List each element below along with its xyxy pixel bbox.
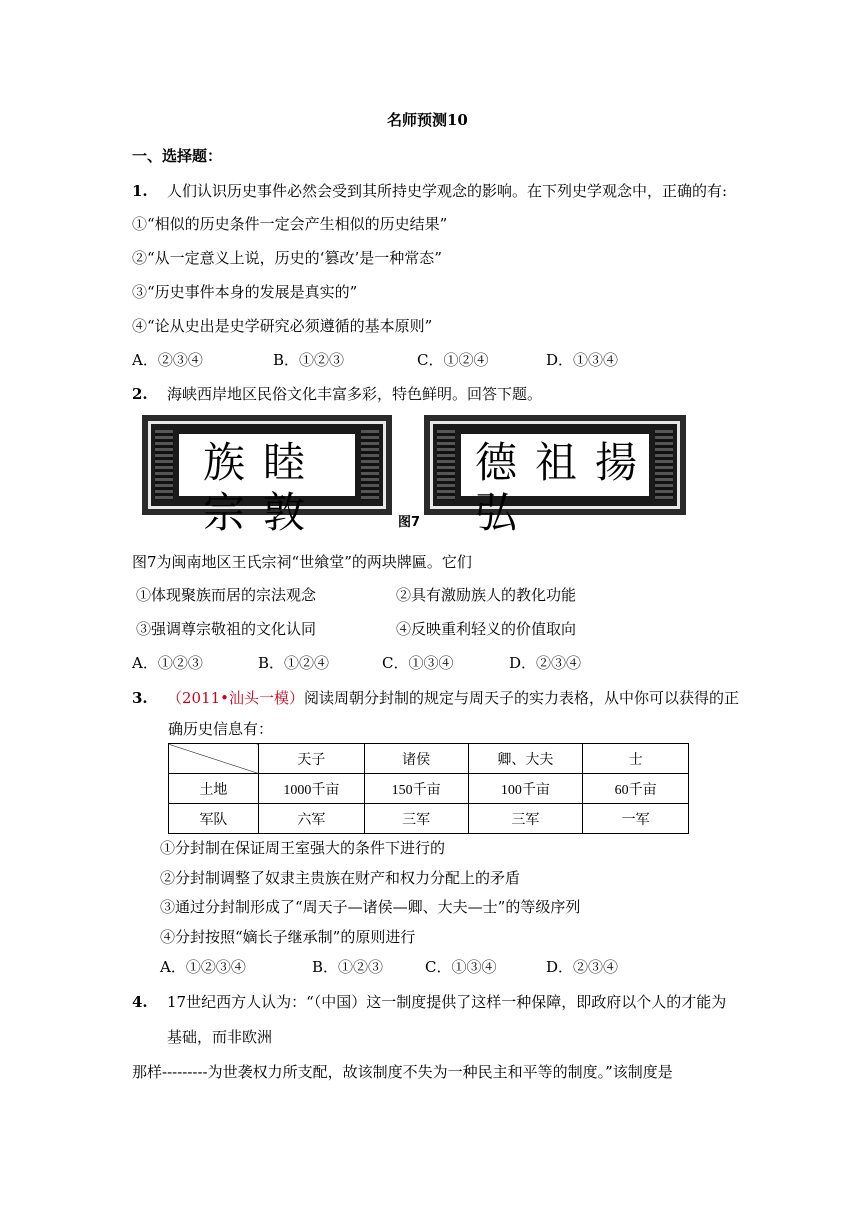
q2-caption: 图7为闽南地区王氏宗祠“世飨堂”的两块牌匾。它们	[132, 553, 472, 571]
q3-option-c: C．①③④	[425, 958, 497, 976]
q2-option-c: C．①③④	[382, 654, 454, 672]
q1-option-b: B．①②③	[273, 351, 345, 369]
table-cell: 六军	[258, 804, 364, 834]
q3-option-d: D．②③④	[546, 958, 619, 976]
plaque-right-border-decoration	[437, 430, 455, 500]
plaque-left-text: 族睦宗敦	[203, 438, 324, 537]
q1-option-d: D．①③④	[546, 351, 619, 369]
table-header-cell: 士	[583, 744, 689, 774]
q3-source: （2011•汕头一模）	[167, 689, 305, 707]
table-corner-cell	[169, 744, 259, 774]
q2-item: ④反映重利轻义的价值取向	[396, 620, 577, 638]
q1-number: 1.	[132, 182, 148, 200]
q1-option-c: C．①②④	[417, 351, 489, 369]
table-cell: 150千亩	[364, 774, 468, 804]
q3-number: 3.	[132, 689, 148, 707]
table-cell: 100千亩	[468, 774, 583, 804]
feudal-table	[168, 743, 689, 834]
table-header-cell: 卿、大夫	[468, 744, 583, 774]
table-row	[169, 774, 689, 804]
q4-line: 基础，而非欧洲	[167, 1028, 273, 1046]
table-cell: 军队	[169, 804, 259, 834]
table-cell: 三军	[468, 804, 583, 834]
q3-option-a: A．①②③④	[160, 958, 246, 976]
q1-item: ②“从一定意义上说，历史的‘篡改’是一种常态”	[132, 249, 442, 267]
q3-item: ③通过分封制形成了“周天子—诸侯—卿、大夫—士”的等级序列	[160, 898, 581, 916]
q2-option-d: D．②③④	[509, 654, 582, 672]
section-heading: 一、选择题：	[132, 147, 223, 165]
plaque-left-border-decoration	[155, 430, 173, 500]
table-row	[169, 804, 689, 834]
q3-stem-text: 阅读周朝分封制的规定与周天子的实力表格，从中你可以获得的正	[304, 689, 740, 707]
figure-label: 图7	[398, 515, 421, 530]
q3-item: ②分封制调整了奴隶主贵族在财产和权力分配上的矛盾	[160, 869, 521, 887]
table-header-cell: 天子	[258, 744, 364, 774]
q2-number: 2.	[132, 385, 148, 403]
q2-option-b: B．①②④	[258, 654, 330, 672]
plaque-left-border-decoration	[361, 430, 379, 500]
table-header-row	[169, 744, 689, 774]
q3-option-b: B．①②③	[312, 958, 384, 976]
table-header-cell: 诸侯	[364, 744, 468, 774]
q1-item: ③“历史事件本身的发展是真实的”	[132, 283, 358, 301]
q1-stem: 人们认识历史事件必然会受到其所持史学观念的影响。在下列史学观念中，正确的有:	[167, 182, 728, 200]
plaque-left-image	[148, 421, 386, 537]
q2-option-a: A．①②③	[132, 654, 203, 672]
table-cell: 三军	[364, 804, 468, 834]
table-cell: 60千亩	[583, 774, 689, 804]
table-cell: 一军	[583, 804, 689, 834]
q2-item: ①体现聚族而居的宗法观念	[136, 586, 317, 604]
q2-item: ③强调尊宗敬祖的文化认同	[136, 620, 317, 638]
table-cell: 1000千亩	[258, 774, 364, 804]
plaque-right-image	[430, 421, 680, 537]
plaque-right-border-decoration	[655, 430, 673, 500]
q3-item: ①分封制在保证周王室强大的条件下进行的	[160, 839, 446, 857]
q4-number: 4.	[132, 993, 148, 1011]
plaque-right-text: 德祖揚弘	[475, 438, 656, 537]
q2-stem: 海峡西岸地区民俗文化丰富多彩，特色鲜明。回答下题。	[167, 385, 543, 403]
page-title: 名师预测10	[387, 111, 468, 129]
q3-stem-continued: 确历史信息有：	[168, 720, 274, 738]
q1-option-a: A．②③④	[132, 351, 203, 369]
q4-line: 17世纪西方人认为：“（中国）这一制度提供了这样一种保障，即政府以个人的才能为	[167, 993, 727, 1011]
q2-item: ②具有激励族人的教化功能	[396, 586, 577, 604]
table-cell: 土地	[169, 774, 259, 804]
q3-item: ④分封按照“嫡长子继承制”的原则进行	[160, 928, 416, 946]
q3-stem	[167, 688, 739, 708]
q1-item: ④“论从史出是史学研究必须遵循的基本原则”	[132, 317, 433, 335]
q1-item: ①“相似的历史条件一定会产生相似的历史结果”	[132, 215, 448, 233]
q4-line: 那样---------为世袭权力所支配，故该制度不失为一种民主和平等的制度。”该制度是	[132, 1063, 673, 1081]
